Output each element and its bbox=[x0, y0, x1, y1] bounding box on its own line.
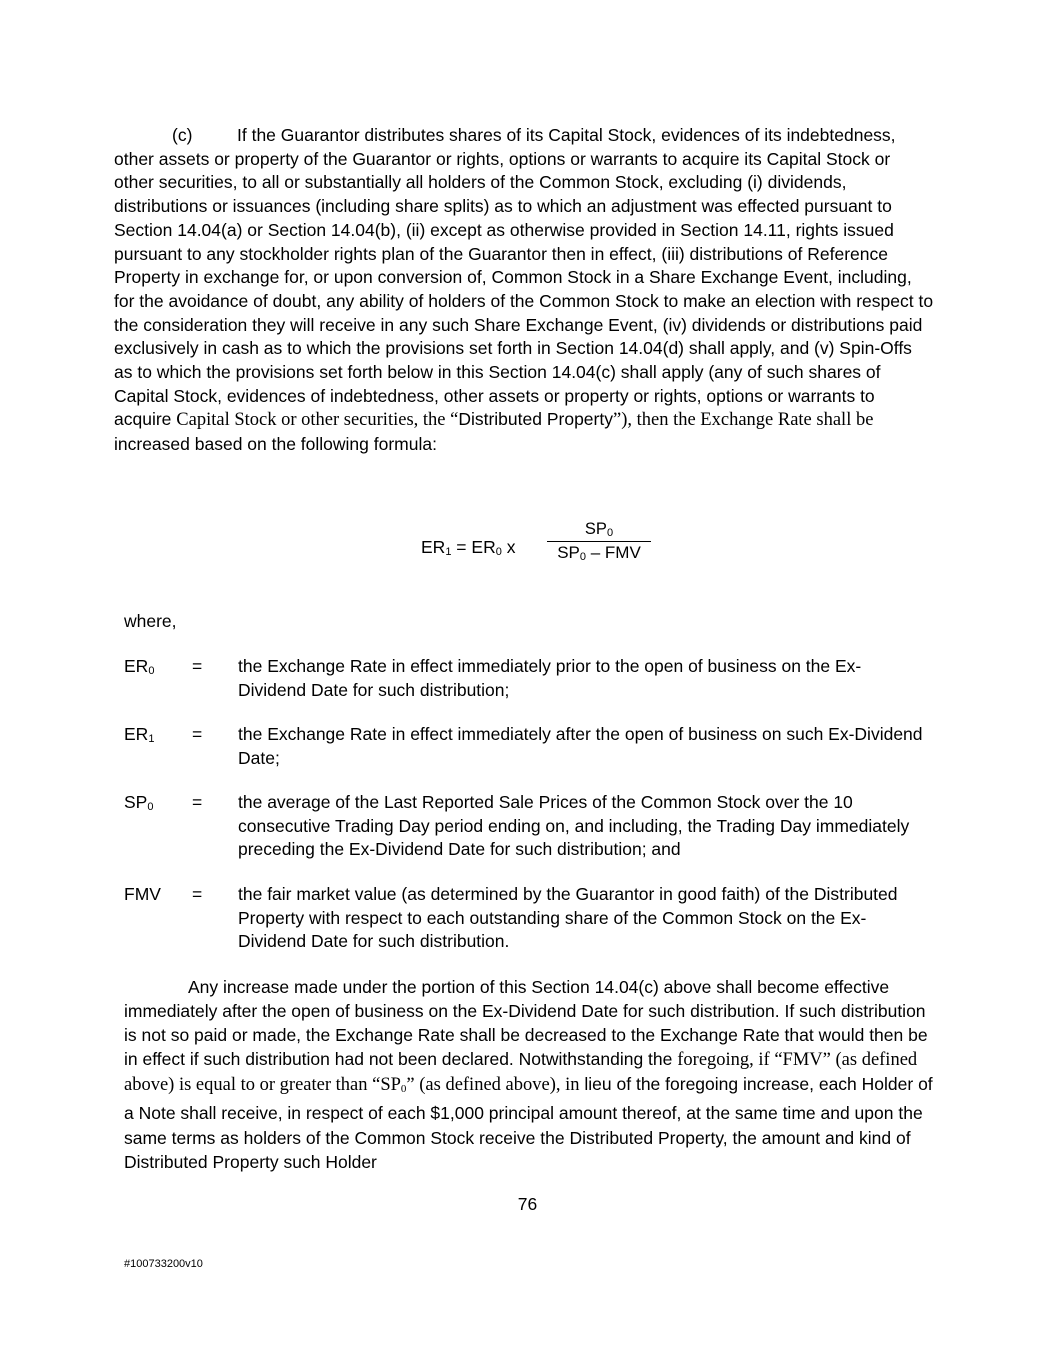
definition-symbol: FMV bbox=[124, 884, 161, 904]
formula-numerator: $SP_0$ bbox=[547, 520, 651, 542]
paragraph-c-body: If the Guarantor distributes shares of its Capital Stock, evidences of its indebtedness, other assets or property of the Guarantor or rights, options or warrants to acquire its Capital Stock or other securities, to all or substantially all holders of the Common Stock, excluding (i) dividends, distributions or issuances (including share splits) as to which an adjustment was effected pursuant to Section 14.04(a) or Section 14.04(b), (ii) except as otherwise provided in Section 14.11, rights issued pursuant to any stockholder rights plan of the Guarantor then in effect, (iii) distributions of Reference Property in exchange for, or upon conversion of, Common Stock in a Share Exchange Event, including, for the avoidance of doubt, any ability of holders of the Common Stock to make an election with respect to the consideration they will receive in any such Share Exchange Event, (iv) dividends or distributions paid exclusively in cash as to which the provisions set forth in Section 14.04(d) shall apply, and (v) Spin-Offs as to which the provisions set forth below in this Section 14.04(c) shall apply (any of such shares of Capital Stock, evidences of indebtedness, other assets or property or rights, options or warrants to acquire bbox=[114, 125, 934, 430]
where-label: where, bbox=[124, 611, 177, 631]
paragraph-c bbox=[114, 124, 934, 457]
definition-equals: = bbox=[192, 724, 203, 744]
definition-symbol: $ER_0$ bbox=[124, 656, 155, 677]
paragraph-increase-serif: foregoing, if “FMV” (as defined above) is equal to or greater than “$SP_0$” (as defined above), in bbox=[124, 1050, 918, 1096]
paragraph-c-end: increased based on the following formula: bbox=[114, 434, 437, 455]
definition-text: the fair market value (as determined by the Guarantor in good faith) of the Distributed Property with respect to each outstanding share of the Common Stock on the Ex-Dividend Date for such distribution. bbox=[238, 884, 898, 952]
subsection-label: (c) bbox=[172, 125, 193, 145]
definition-equals: = bbox=[192, 884, 203, 904]
paragraph-increase bbox=[124, 975, 936, 1174]
formula-fraction bbox=[547, 520, 651, 563]
formula-lhs: $ER_1 = ER_0$ x bbox=[421, 537, 516, 558]
defined-term-distributed-property: Distributed Property bbox=[458, 409, 613, 430]
exchange-rate-formula bbox=[421, 520, 681, 570]
definition-text: the Exchange Rate in effect immediately after the open of business on such Ex-Dividend Date; bbox=[238, 724, 923, 768]
page-number: 76 bbox=[517, 1194, 538, 1214]
definition-symbol: $ER_1$ bbox=[124, 724, 155, 745]
definition-text: the Exchange Rate in effect immediately prior to the open of business on the Ex-Dividend Date for such distribution; bbox=[238, 656, 862, 700]
definition-equals: = bbox=[192, 792, 203, 812]
definition-equals: = bbox=[192, 656, 203, 676]
paragraph-c-serif-tail: ”), then the Exchange Rate shall be bbox=[612, 410, 874, 431]
document-id: #100733200v10 bbox=[124, 1258, 203, 1270]
paragraph-c-serif-text: Capital Stock or other securities, the “ bbox=[176, 410, 459, 431]
definition-text: the average of the Last Reported Sale Prices of the Common Stock over the 10 consecutive Trading Day period ending on, and including, the Trading Day immediately preceding the Ex-Dividend Date for such distribution; and bbox=[238, 792, 910, 860]
paragraph-increase-tail: lieu of the foregoing increase, each Holder of a Note shall receive, in respect of each $1,000 principal amount thereof, at the same time and upon the same terms as holders of the Common Stock receive the Distributed Property, the amount and kind of Distributed Property such Holder bbox=[124, 1074, 933, 1172]
paragraph-increase-body: Any increase made under the portion of this Section 14.04(c) above shall become effective immediately after the open of business on the Ex-Dividend Date for such distribution. If such distribution is not so paid or made, the Exchange Rate shall be decreased to the Exchange Rate that would then be in effect if such distribution had not been declared. Notwithstanding the bbox=[124, 977, 928, 1070]
formula-denominator: $SP_0$ – FMV bbox=[557, 543, 641, 563]
definition-symbol: $SP_0$ bbox=[124, 792, 154, 813]
